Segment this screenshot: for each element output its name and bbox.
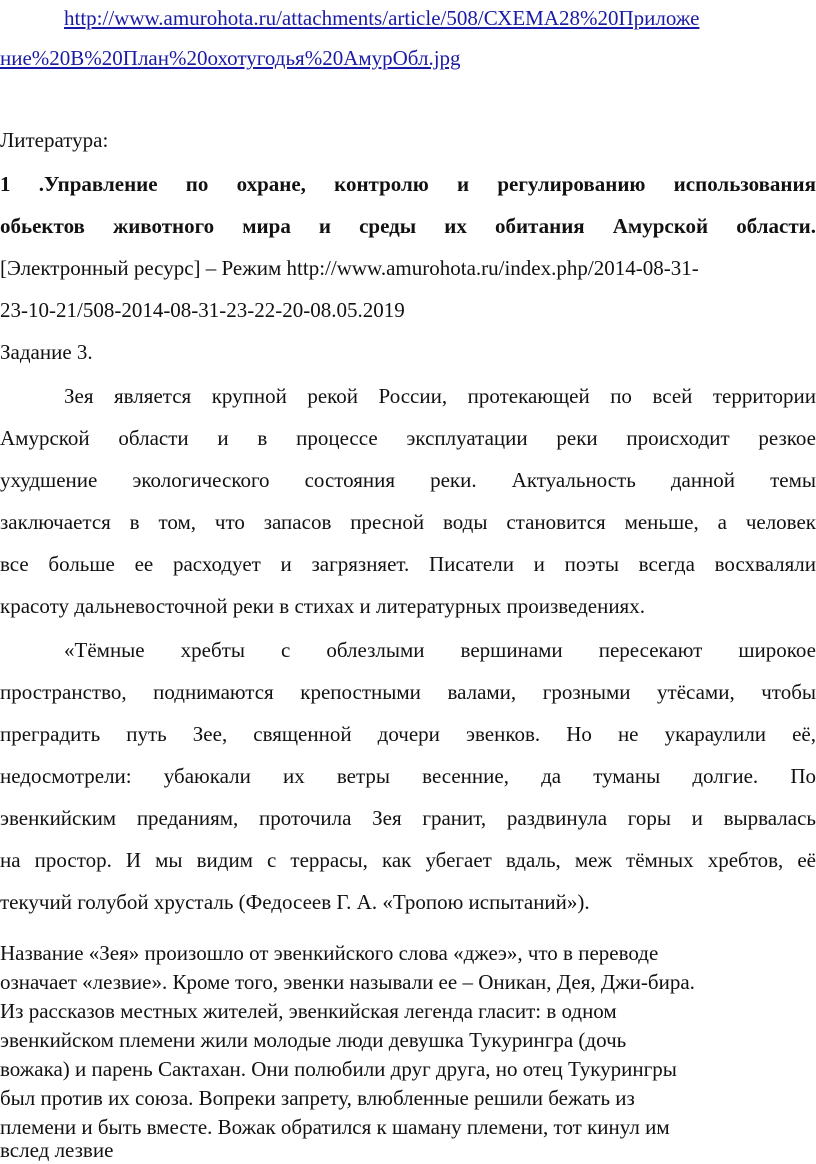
reference-1-line-3: [Электронный ресурс] – Режим http://www.amurohota.ru/index.php/2014-08-31- [0,256,699,280]
paragraph-1-line: заключается в том, что запасов пресной воды становится меньше, а человек [0,510,816,534]
quote-line: эвенкийским преданиям, проточила Зея гранит, раздвинула горы и вырвалась [0,806,816,830]
attachment-link-line-1[interactable]: http://www.amurohota.ru/attachments/article/508/СХЕМА28%20Приложе [64,6,700,30]
paragraph-1-line: все больше ее расходует и загрязняет. Писатели и поэты всегда восхваляли [0,552,816,576]
paragraph-3-line: племени и быть вместе. Вожак обратился к шаману племени, тот кинул им [0,1115,670,1139]
paragraph-3-line: Название «Зея» произошло от эвенкийского слова «джеэ», что в переводе [0,941,659,965]
paragraph-1-line: Амурской области и в процессе эксплуатации реки происходит резкое [0,426,816,450]
paragraph-3-line: вслед лезвие [0,1138,114,1162]
quote-line: преградить путь Зее, священной дочери эвенков. Но не укараулили её, [0,722,816,746]
quote-line-last: текучий голубой хрусталь (Федосеев Г. А. «Тропою испытаний»). [0,890,590,914]
quote-line: недосмотрели: убаюкали их ветры весенние, да туманы долгие. По [0,764,816,788]
attachment-link-line-2[interactable]: ние%20В%20План%20охотугодья%20АмурОбл.jpg [0,46,461,70]
paragraph-3-line: Из рассказов местных жителей, эвенкийская легенда гласит: в одном [0,999,617,1023]
paragraph-3-line: эвенкийском племени жили молодые люди девушка Тукурингра (дочь [0,1028,627,1052]
quote-line: «Тёмные хребты с облезлыми вершинами пересекают широкое [64,638,816,662]
paragraph-1-line: ухудшение экологического состояния реки. Актуальность данной темы [0,468,816,492]
reference-1-line-1: 1 .Управление по охране, контролю и регулированию использования [0,172,816,196]
paragraph-3-line: означает «лезвие». Кроме того, эвенки называли ее – Оникан, Дея, Джи-бира. [0,970,695,994]
reference-1-line-2: обьектов животного мира и среды их обитания Амурской области. [0,214,816,238]
task-heading: Задание 3. [0,340,93,364]
literature-heading: Литература: [0,128,109,152]
reference-1-line-4: 23-10-21/508-2014-08-31-23-22-20-08.05.2019 [0,298,405,322]
quote-line: пространство, поднимаются крепостными валами, грозными утёсами, чтобы [0,680,816,704]
paragraph-1-line: красоту дальневосточной реки в стихах и литературных произведениях. [0,594,645,618]
paragraph-1-line: Зея является крупной рекой России, протекающей по всей территории [64,384,816,408]
quote-line: на простор. И мы видим с террасы, как убегает вдаль, меж тёмных хребтов, её [0,848,816,872]
paragraph-3-line: вожака) и парень Сактахан. Они полюбили друг друга, но отец Тукурингры [0,1057,677,1081]
paragraph-3-line: был против их союза. Вопреки запрету, влюбленные решили бежать из [0,1086,635,1110]
